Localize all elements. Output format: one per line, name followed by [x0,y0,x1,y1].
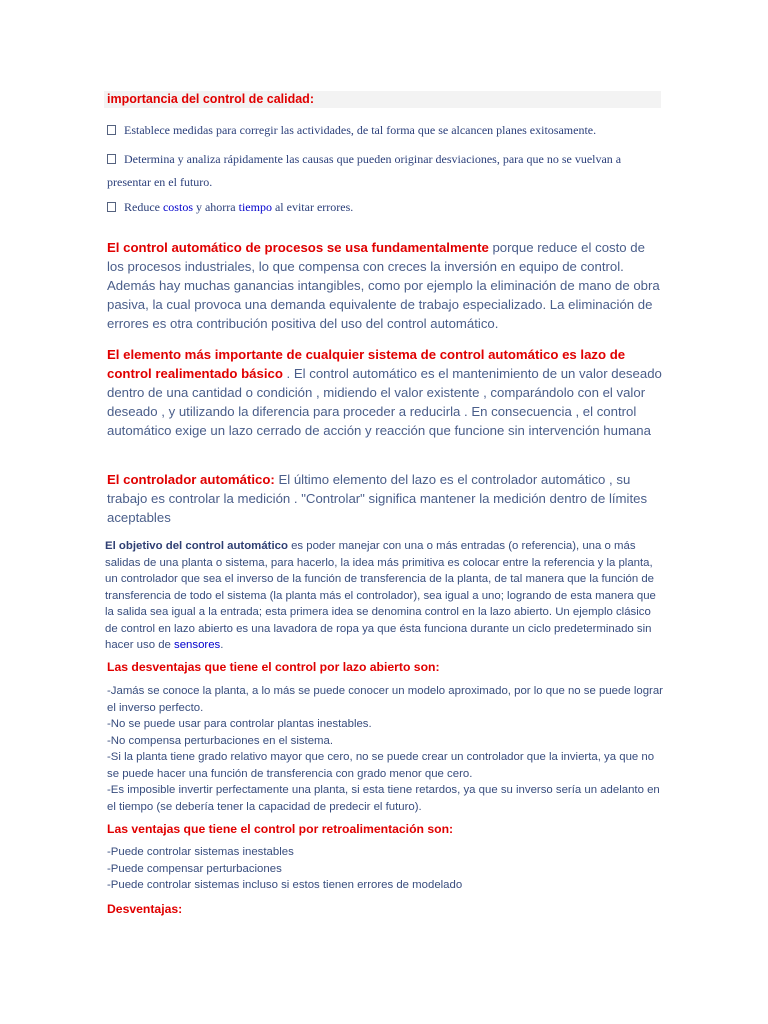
paragraph-automatic-control-use [107,238,663,333]
quality-heading: importancia del control de calidad: [104,91,661,108]
feedback-disadvantages-heading: Desventajas: [107,902,183,916]
paragraph-lead: El objetivo del control automático [105,540,288,552]
quality-bullet-2 [107,148,663,194]
paragraph-body: . El control automático es el mantenimiento de un valor deseado dentro de una cantidad o condición , midiendo el valor existente , comparándolo con el valor deseado , y utilizando la diferencia para proceder a reducirla . En consecuencia , el control automático exige un lazo cerrado de acción y reacción que funcione sin intervención humana [107,366,662,438]
list-item: -Puede controlar sistemas inestables [107,846,294,858]
paragraph-lead: El control automático de procesos se usa fundamentalmente [107,240,489,255]
bullet-text-mid: y ahorra [192,200,239,214]
quality-bullet-1 [107,119,663,142]
checkbox-bullet-icon [107,125,116,135]
costos-link[interactable]: costos [162,200,193,214]
sensores-link[interactable]: sensores [174,639,221,651]
paragraph-most-important-element [107,345,663,440]
list-item: -Jamás se conoce la planta, a lo más se puede conocer un modelo aproximado, por lo que no se puede lograr el inverso perfecto. [107,685,663,714]
open-loop-disadvantages-list [107,683,663,815]
quality-bullet-3 [107,196,663,219]
paragraph-automatic-controller [107,470,663,527]
bullet-text-post: al evitar errores. [271,200,354,214]
checkbox-bullet-icon [107,154,116,164]
bullet-text-pre: Reduce [124,200,163,214]
list-item: -No se puede usar para controlar plantas inestables. [107,718,372,730]
checkbox-bullet-icon [107,202,116,212]
list-item: -Puede compensar perturbaciones [107,862,282,875]
feedback-advantages-heading: Las ventajas que tiene el control por retroalimentación son: [107,822,454,836]
paragraph-lead: El elemento más importante de cualquier sistema de control automático es lazo de control realimentado básico [107,347,626,381]
bullet-text: Establece medidas para corregir las actividades, de tal forma que se alcancen planes exitosamente. [124,123,597,137]
paragraph-body: es poder manejar con una o más entradas (o referencia), una o más salidas de una planta o sistema, para hacerlo, la idea más primitiva es colocar entre la referencia y la planta, un controlador que sea el inverso de la función de transferencia de la planta, de tal manera que la función de transferencia de todo el sistema (la planta más el controlador), sea igual a uno; logrando de esta manera que la salida sea igual a la entrada; esta primera idea se denomina control en la lazo abierto. Un ejemplo clásico de control en lazo abierto es una lavadora de ropa ya que ésta funciona durante un ciclo predeterminado sin hacer uso de [105,540,656,651]
list-item: -Si la planta tiene grado relativo mayor que cero, no se puede crear un controlador que la invierta, ya que no se puede hacer una función de transferencia con grado menor que cero. [107,751,655,780]
paragraph-control-objective [105,538,663,654]
tiempo-link[interactable]: tiempo [238,200,272,214]
list-item: -No compensa perturbaciones en el sistema. [107,734,334,747]
open-loop-disadvantages-heading: Las desventajas que tiene el control por lazo abierto son: [107,660,440,674]
paragraph-body: porque reduce el costo de los procesos industriales, lo que compensa con creces la inversión en equipo de control. Además hay muchas ganancias intangibles, como por ejemplo la eliminación de mano de obra pasiva, la cual provoca una demanda equivalente de trabajo especializado. La eliminación de errores es otra contribución positiva del uso del control automático. [107,240,660,331]
feedback-advantages-list [107,844,663,894]
list-item: -Es imposible invertir perfectamente una planta, si esta tiene retardos, ya que su inverso sería un adelanto en el tiempo (se debería tener la capacidad de predecir el futuro). [107,784,660,813]
paragraph-lead: El controlador automático: [107,472,275,487]
bullet-text: Determina y analiza rápidamente las causas que pueden originar desviaciones, para que no se vuelvan a presentar en el futuro. [107,152,622,189]
list-item: -Puede controlar sistemas incluso si estos tienen errores de modelado [107,879,463,891]
paragraph-tail: . [220,639,224,651]
paragraph-body: El último elemento del lazo es el controlador automático , su trabajo es controlar la medición . "Controlar" significa mantener la medición dentro de límites aceptables [107,472,648,525]
